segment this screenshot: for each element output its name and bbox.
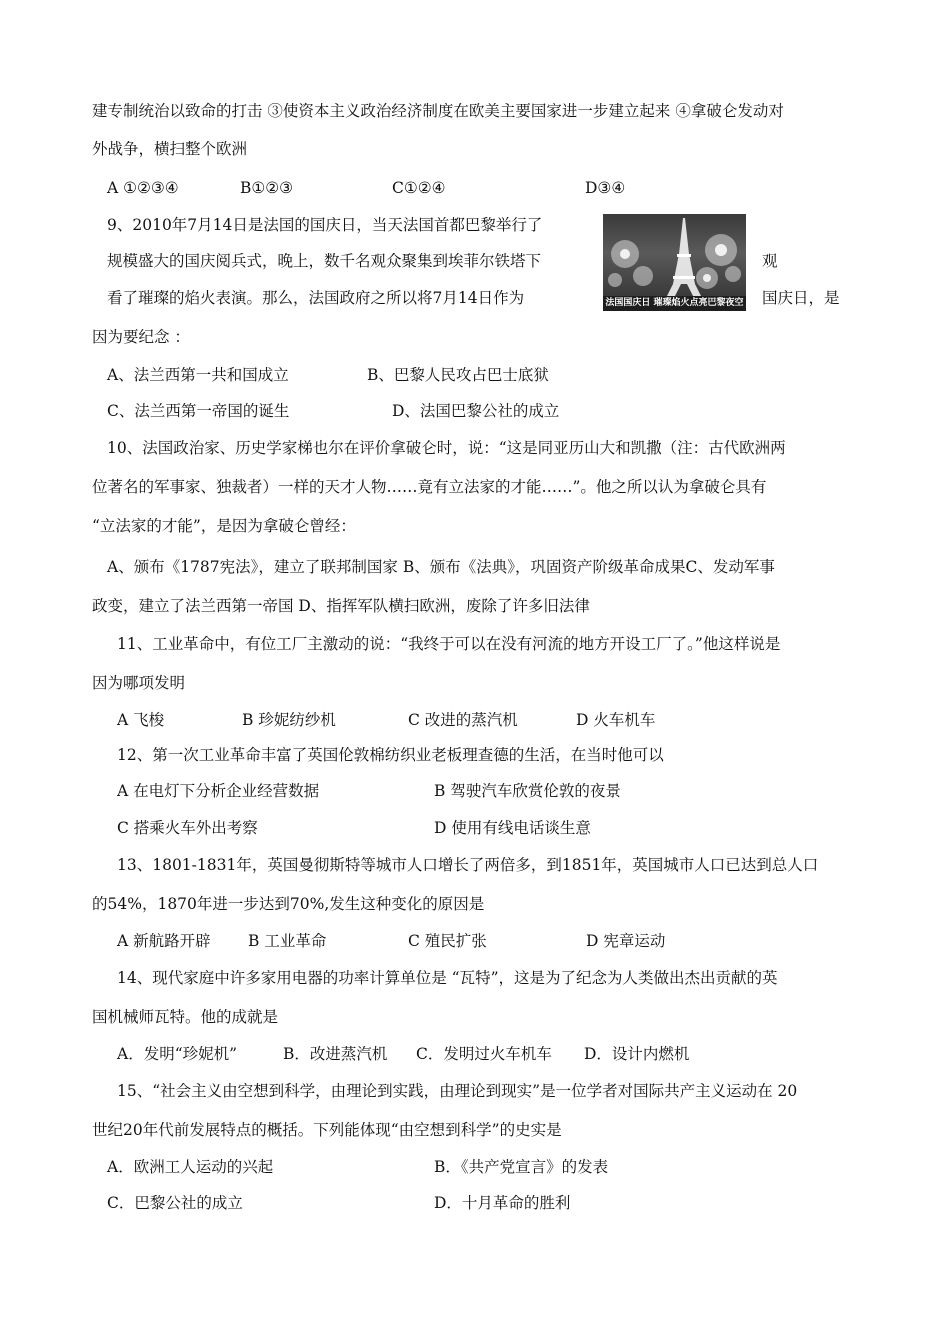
q9-line-2: 规模盛大的国庆阅兵式，晚上，数千名观众聚集到埃菲尔铁塔下 [107,252,542,270]
q10-line-3: “立法家的才能”，是因为拿破仑曾经： [92,517,356,535]
q9-option-a: A、法兰西第一共和国成立 [107,366,289,384]
q13-option-c: C 殖民扩张 [408,932,487,950]
q10-line-2: 位著名的军事家、独裁者）一样的天才人物……竟有立法家的才能……”。他之所以认为拿破仑具有 [92,478,767,496]
q12-option-a: A 在电灯下分析企业经营数据 [117,782,320,800]
q11-option-a: A 飞梭 [117,711,165,729]
q8-line-2: 外战争，横扫整个欧洲 [92,140,248,158]
q13-option-d: D 宪章运动 [586,932,666,950]
q10-line-4: A、颁布《1787宪法》，建立了联邦制国家 B、颁布《法典》，巩固资产阶级革命成果C、发动军事 [107,558,775,576]
q11-option-b: B 珍妮纺纱机 [242,711,336,729]
q9-line-2-end: 观 [762,252,778,270]
q14-line-2: 国机械师瓦特。他的成就是 [92,1008,279,1026]
q14-option-a: A．发明“珍妮机” [117,1045,238,1063]
q14-option-b: B．改进蒸汽机 [283,1045,388,1063]
q15-line-2: 世纪20年代前发展特点的概括。下列能体现“由空想到科学”的史实是 [92,1121,562,1139]
q12-option-d: D 使用有线电话谈生意 [434,819,591,837]
q10-line-1: 10、法国政治家、历史学家梯也尔在评价拿破仑时，说：“这是同亚历山大和凯撒（注：古代欧洲两 [107,439,786,457]
q15-option-d: D．十月革命的胜利 [434,1194,571,1212]
q8-option-a: A ①②③④ [107,179,179,197]
q13-option-a: A 新航路开辟 [117,932,211,950]
q9-line-1: 9、2010年7月14日是法国的国庆日，当天法国首都巴黎举行了 [107,216,543,234]
q9-line-4: 因为要纪念 ： [92,328,190,346]
q11-line-2: 因为哪项发明 [92,674,186,692]
q8-option-d: D③④ [585,179,626,197]
q11-option-c: C 改进的蒸汽机 [408,711,518,729]
q12-option-c: C 搭乘火车外出考察 [117,819,258,837]
q9-line-3: 看了璀璨的焰火表演。那么，法国政府之所以将7月14日作为 [107,289,525,307]
q15-option-a: A．欧洲工人运动的兴起 [107,1158,274,1176]
q9-line-3-end: 国庆日，是 [762,289,840,307]
q12-line-1: 12、第一次工业革命丰富了英国伦敦棉纺织业老板理查德的生活，在当时他可以 [117,746,664,764]
q13-option-b: B 工业革命 [248,932,327,950]
q9-option-c: C、法兰西第一帝国的诞生 [107,402,290,420]
q14-option-d: D．设计内燃机 [584,1045,690,1063]
q8-option-b: B①②③ [240,179,294,197]
q15-option-b: B．《共产党宣言》的发表 [434,1158,609,1176]
q14-line-1: 14、现代家庭中许多家用电器的功率计算单位是 “瓦特”，这是为了纪念为人类做出杰出贡献的英 [117,969,778,987]
q15-line-1: 15、“社会主义由空想到科学，由理论到实践，由理论到现实”是一位学者对国际共产主义运动在 20 [117,1082,798,1100]
q11-line-1: 11、工业革命中，有位工厂主激动的说：“我终于可以在没有河流的地方开设工厂了。”他这样说是 [117,635,781,653]
eiffel-fireworks-photo [603,214,746,311]
q15-option-c: C．巴黎公社的成立 [107,1194,243,1212]
q9-option-d: D、法国巴黎公社的成立 [392,402,560,420]
q8-line-1: 建专制统治以致命的打击 ③使资本主义政治经济制度在欧美主要国家进一步建立起来 ④拿破仑发动对 [92,102,784,120]
q13-line-1: 13、1801-1831年，英国曼彻斯特等城市人口增长了两倍多，到1851年，英国城市人口已达到总人口 [117,856,819,874]
q11-option-d: D 火车机车 [576,711,656,729]
photo-caption: 法国国庆日 璀璨焰火点亮巴黎夜空 [603,296,746,311]
q12-option-b: B 驾驶汽车欣赏伦敦的夜景 [434,782,621,800]
q8-option-c: C①②④ [392,179,446,197]
q13-line-2: 的54%，1870年进一步达到70%,发生这种变化的原因是 [92,895,485,913]
q14-option-c: C．发明过火车机车 [416,1045,552,1063]
q9-option-b: B、巴黎人民攻占巴士底狱 [367,366,549,384]
q10-line-5: 政变，建立了法兰西第一帝国 D、指挥军队横扫欧洲，废除了许多旧法律 [92,597,590,615]
